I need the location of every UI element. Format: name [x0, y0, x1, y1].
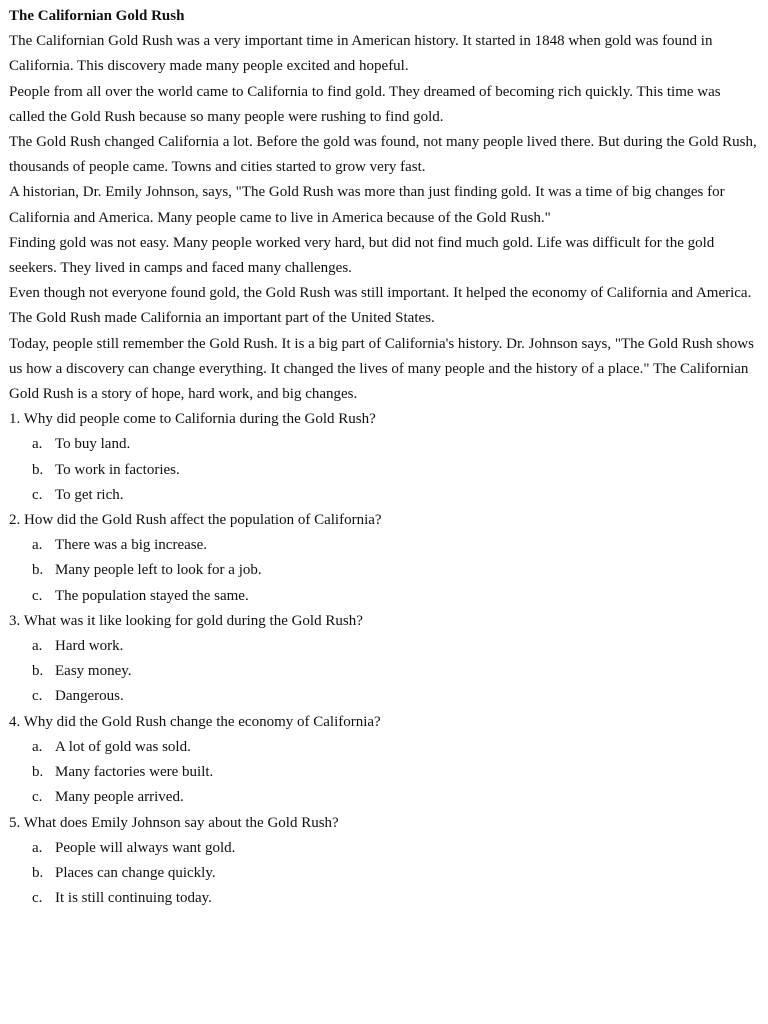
option-text: Many people arrived. — [55, 789, 184, 806]
question-block — [9, 407, 757, 508]
option-letter: b. — [32, 764, 44, 781]
answer-option — [9, 735, 757, 760]
answer-option — [9, 533, 757, 558]
question-block — [9, 508, 757, 609]
question-block — [9, 609, 757, 710]
question-block — [9, 811, 757, 912]
question-block — [9, 710, 757, 811]
answer-option — [9, 432, 757, 457]
question-text: 4. Why did the Gold Rush change the economy of California? — [9, 713, 381, 730]
answer-option — [9, 634, 757, 659]
option-letter: b. — [32, 562, 44, 579]
option-letter: b. — [32, 461, 44, 478]
option-letter: a. — [32, 839, 43, 856]
question-text: 3. What was it like looking for gold during the Gold Rush? — [9, 612, 363, 629]
option-text: Easy money. — [55, 663, 132, 680]
document-title: The Californian Gold Rush — [9, 8, 185, 24]
paragraph: The Gold Rush changed California a lot. Before the gold was found, not many people lived there. But during the Gold Rush, thousands of people came. Towns and cities started to grow very fast. — [9, 134, 757, 176]
paragraph: People from all over the world came to California to find gold. They dreamed of becoming rich quickly. This time was called the Gold Rush because so many people were rushing to find gold. — [9, 83, 721, 125]
option-letter: a. — [32, 436, 43, 453]
answer-option — [9, 684, 757, 709]
option-text: Many people left to look for a job. — [55, 562, 262, 579]
option-letter: c. — [32, 890, 43, 907]
paragraph: A historian, Dr. Emily Johnson, says, "The Gold Rush was more than just finding gold. It was a time of big changes for California and America. Many people came to live in America because of the Gold Rush." — [9, 184, 725, 226]
option-text: The population stayed the same. — [55, 587, 249, 604]
option-text: To buy land. — [55, 436, 131, 453]
answer-option — [9, 861, 757, 886]
question-text: 2. How did the Gold Rush affect the population of California? — [9, 512, 382, 529]
option-letter: b. — [32, 663, 44, 680]
answer-option — [9, 659, 757, 684]
option-text: Dangerous. — [55, 688, 124, 705]
option-text: A lot of gold was sold. — [55, 738, 191, 755]
option-letter: a. — [32, 537, 43, 554]
answer-option — [9, 886, 757, 911]
answer-option — [9, 483, 757, 508]
paragraph: Finding gold was not easy. Many people worked very hard, but did not find much gold. Life was difficult for the gold seekers. They lived in camps and faced many challenges. — [9, 234, 715, 277]
option-text: Places can change quickly. — [55, 864, 216, 881]
option-text: To get rich. — [55, 486, 124, 503]
option-text: There was a big increase. — [55, 537, 208, 554]
document-page — [9, 4, 757, 911]
option-letter: a. — [32, 638, 43, 655]
option-letter: c. — [32, 789, 43, 806]
option-letter: c. — [32, 688, 43, 705]
paragraph: The Californian Gold Rush was a very important time in American history. It started in 1848 when gold was found in California. This discovery made many people excited and hopeful. — [9, 33, 713, 75]
paragraph: Today, people still remember the Gold Rush. It is a big part of California's history. Dr. Johnson says, "The Gold Rush shows us how a discovery can change everything. It changed the lives of many people and the history of a place." The Californian Gold Rush is a story of hope, hard work, and big changes. — [9, 335, 754, 403]
option-letter: b. — [32, 864, 44, 881]
option-text: Hard work. — [55, 638, 124, 655]
option-text: Many factories were built. — [55, 764, 214, 781]
question-text: 5. What does Emily Johnson say about the Gold Rush? — [9, 814, 339, 831]
paragraph: Even though not everyone found gold, the Gold Rush was still important. It helped the economy of California and America. The Gold Rush made California an important part of the United States. — [9, 285, 752, 327]
option-letter: a. — [32, 738, 43, 755]
question-text: 1. Why did people come to California during the Gold Rush? — [9, 411, 376, 428]
option-text: People will always want gold. — [55, 839, 236, 856]
answer-option — [9, 836, 757, 861]
answer-option — [9, 760, 757, 785]
option-text: It is still continuing today. — [55, 890, 212, 907]
answer-option — [9, 785, 757, 810]
option-text: To work in factories. — [55, 461, 180, 478]
answer-option — [9, 558, 757, 583]
answer-option — [9, 458, 757, 483]
option-letter: c. — [32, 587, 43, 604]
answer-option — [9, 584, 757, 609]
option-letter: c. — [32, 486, 43, 503]
